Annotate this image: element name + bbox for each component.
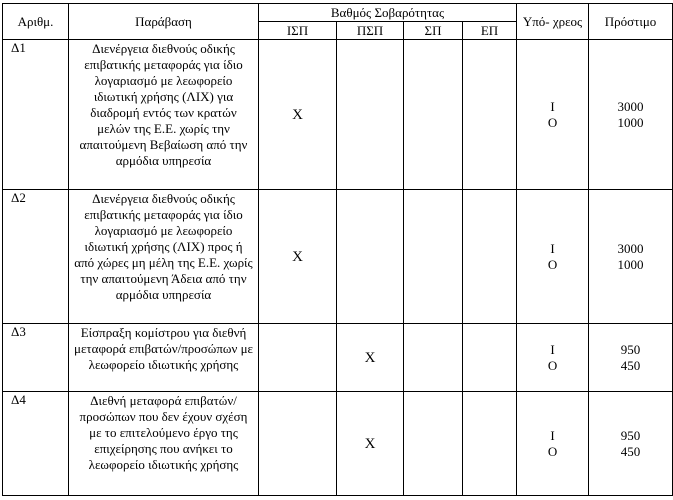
violation-description: Είσπραξη κομίστρου για διεθνή μεταφορά επιβατών/προσώπων με λεωφορείο ιδιωτικής χρήσης: [69, 324, 259, 392]
obliged-value: Ι: [550, 341, 555, 357]
severity-ep-cell: [463, 392, 517, 496]
obliged-cell: [517, 324, 589, 392]
header-ep: ΕΠ: [463, 22, 517, 40]
fine-value: 950: [620, 341, 641, 357]
fine-value: 450: [620, 357, 641, 373]
row-number: Δ4: [3, 392, 69, 496]
obliged-value: Ι: [550, 240, 555, 256]
obliged-cell: [517, 392, 589, 496]
fine-value: 1000: [617, 114, 644, 130]
obliged-value: Ο: [547, 443, 558, 459]
violation-description: Διεθνή μεταφορά επιβατών/προσώπων που δεν έχουν σχέση με το επιτελούμενο έργο της επιχείρησης που ανήκει το λεωφορείο ιδιωτικής χρήσης: [69, 392, 259, 496]
severity-sp-cell: [404, 392, 463, 496]
obliged-value: Ο: [547, 114, 558, 130]
obliged-value: Ι: [550, 427, 555, 443]
table-row: [3, 392, 673, 496]
violation-description: Διενέργεια διεθνούς οδικής επιβατικής μεταφοράς για ίδιο λογαριασμό με λεωφορείο ιδιωτική χρήσης (ΛΙΧ) προς ή από χώρες μη μέλη της Ε.Ε. χωρίς την απαιτούμενη Άδεια από την αρμόδια υπηρεσία: [69, 190, 259, 324]
severity-sp-cell: [404, 324, 463, 392]
header-violation: Παράβαση: [69, 4, 259, 40]
severity-isp-cell: [259, 324, 337, 392]
header-isp: ΙΣΠ: [259, 22, 337, 40]
header-number: Αριθμ.: [3, 4, 69, 40]
severity-ep-cell: [463, 190, 517, 324]
violation-description: Διενέργεια διεθνούς οδικής επιβατικής μεταφοράς για ίδιο λογαριασμό με λεωφορείο ιδιωτική χρήσης (ΛΙΧ) για διαδρομή εντός των κρατών μελών της Ε.Ε. χωρίς την απαιτούμενη Βεβαίωση από την αρμόδια υπηρεσία: [69, 40, 259, 190]
severity-psp-cell: X: [337, 392, 404, 496]
severity-ep-cell: [463, 324, 517, 392]
row-number: Δ2: [3, 190, 69, 324]
header-row: [3, 4, 673, 22]
severity-sp-cell: [404, 40, 463, 190]
fine-value: 450: [620, 443, 641, 459]
header-severity: Βαθμός Σοβαρότητας: [259, 4, 517, 22]
obliged-value: Ο: [547, 256, 558, 272]
severity-psp-cell: X: [337, 324, 404, 392]
obliged-cell: [517, 40, 589, 190]
severity-psp-cell: [337, 40, 404, 190]
severity-sp-cell: [404, 190, 463, 324]
header-fine: Πρόστιμο: [589, 4, 673, 40]
table-row: [3, 190, 673, 324]
table-row: [3, 40, 673, 190]
severity-ep-cell: [463, 40, 517, 190]
fine-value: 3000: [617, 98, 644, 114]
header-obliged-label: Υπό- χρεος: [522, 13, 583, 29]
obliged-value: Ο: [547, 357, 558, 373]
fine-value: 950: [620, 427, 641, 443]
fine-cell: [589, 324, 673, 392]
table-row: [3, 324, 673, 392]
severity-psp-cell: [337, 190, 404, 324]
severity-isp-cell: [259, 392, 337, 496]
header-psp: ΠΣΠ: [337, 22, 404, 40]
fine-value: 1000: [617, 256, 644, 272]
violations-table: [2, 3, 673, 496]
header-sp: ΣΠ: [404, 22, 463, 40]
obliged-value: Ι: [550, 98, 555, 114]
header-obliged: [517, 4, 589, 40]
fine-cell: [589, 392, 673, 496]
obliged-cell: [517, 190, 589, 324]
fine-cell: [589, 40, 673, 190]
row-number: Δ1: [3, 40, 69, 190]
severity-isp-cell: X: [259, 190, 337, 324]
severity-isp-cell: X: [259, 40, 337, 190]
row-number: Δ3: [3, 324, 69, 392]
fine-value: 3000: [617, 240, 644, 256]
fine-cell: [589, 190, 673, 324]
